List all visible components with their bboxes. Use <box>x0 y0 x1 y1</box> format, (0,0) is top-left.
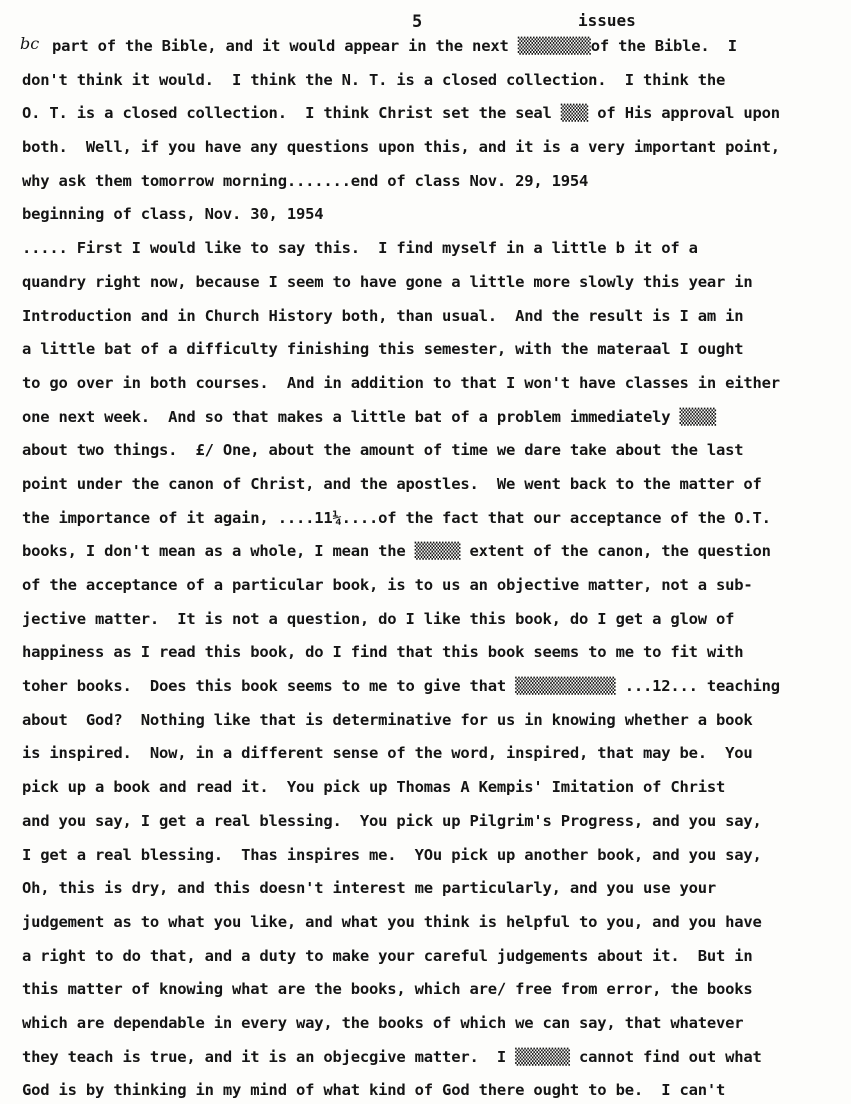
text-line: about God? Nothing like that is determinative for us in knowing whether a book <box>22 710 753 729</box>
text-line: judgement as to what you like, and what you think is helpful to you, and you have <box>22 912 762 931</box>
text-line: God is by thinking in my mind of what kind of God there ought to be. I can't <box>22 1081 726 1100</box>
text-line: point under the canon of Christ, and the apostles. We went back to the matter of <box>22 474 762 493</box>
text-line: and you say, I get a real blessing. You pick up Pilgrim's Progress, and you say, <box>22 811 762 830</box>
text-line: about two things. £/ One, about the amount of time we dare take about the last <box>22 441 744 460</box>
text-line: this matter of knowing what are the books, which are∕ free from error, the books <box>22 980 753 999</box>
text-line: books, I don't mean as a whole, I mean the ▒▒▒▒▒ extent of the canon, the question <box>22 542 771 561</box>
text-line: a right to do that, and a duty to make your careful judgements about it. But in <box>22 946 753 965</box>
text-line: I get a real blessing. Thas inspires me. YOu pick up another book, and you say, <box>22 845 762 864</box>
document-body <box>22 30 850 1108</box>
text-line: is inspired. Now, in a different sense of the word, inspired, that may be. You <box>22 744 753 763</box>
text-line: jective matter. It is not a question, do I like this book, do I get a glow of <box>22 609 735 628</box>
text-line: why ask them tomorrow morning.......end of class Nov. 29, 1954 <box>22 171 589 190</box>
text-line: one next week. And so that makes a little bat of a problem immediately ▒▒▒▒ <box>22 407 717 426</box>
text-line: don't think it would. I think the N. T. is a closed collection. I think the <box>22 70 726 89</box>
text-line: quandry right now, because I seem to have gone a little more slowly this year in <box>22 272 753 291</box>
margin-mark: bc <box>20 34 40 53</box>
text-line: the importance of it again, ....11¼....of the fact that our acceptance of the O.T. <box>22 508 771 527</box>
text-line: they teach is true, and it is an objecgive matter. I ▒▒▒▒▒▒ cannot find out what <box>22 1047 762 1066</box>
text-line: part of the Bible, and it would appear in the next ▒▒▒▒▒▒▒▒of the Bible. I <box>52 37 737 55</box>
text-line: which are dependable in every way, the books of which we can say, that whatever <box>22 1013 744 1032</box>
text-line: Introduction and in Church History both, than usual. And the result is I am in <box>22 306 744 325</box>
text-line: O. T. is a closed collection. I think Christ set the seal ▒▒▒ of His approval upon <box>22 104 780 123</box>
text-line: both. Well, if you have any questions upon this, and it is a very important point, <box>22 138 780 157</box>
text-line: of the acceptance of a particular book, is to us an objective matter, not a sub- <box>22 576 753 594</box>
header-note: issues <box>578 11 636 30</box>
text-line: a little bat of a difficulty finishing this semester, with the materaal I ought <box>22 340 744 359</box>
text-line: ..... First I would like to say this. I find myself in a little b it of a <box>22 239 698 258</box>
page-number: 5 <box>412 12 423 32</box>
text-line: toher books. Does this book seems to me to give that ▒▒▒▒▒▒▒▒▒▒▒ ...12... teaching <box>22 677 780 696</box>
text-line: beginning of class, Nov. 30, 1954 <box>22 205 324 224</box>
text-line: to go over in both courses. And in addition to that I won't have classes in either <box>22 373 780 392</box>
text-line: Oh, this is dry, and this doesn't interest me particularly, and you use your <box>22 879 717 898</box>
text-line: happiness as I read this book, do I find that this book seems to me to fit with <box>22 643 744 662</box>
text-line: pick up a book and read it. You pick up Thomas A Kempis' Imitation of Christ <box>22 778 726 797</box>
